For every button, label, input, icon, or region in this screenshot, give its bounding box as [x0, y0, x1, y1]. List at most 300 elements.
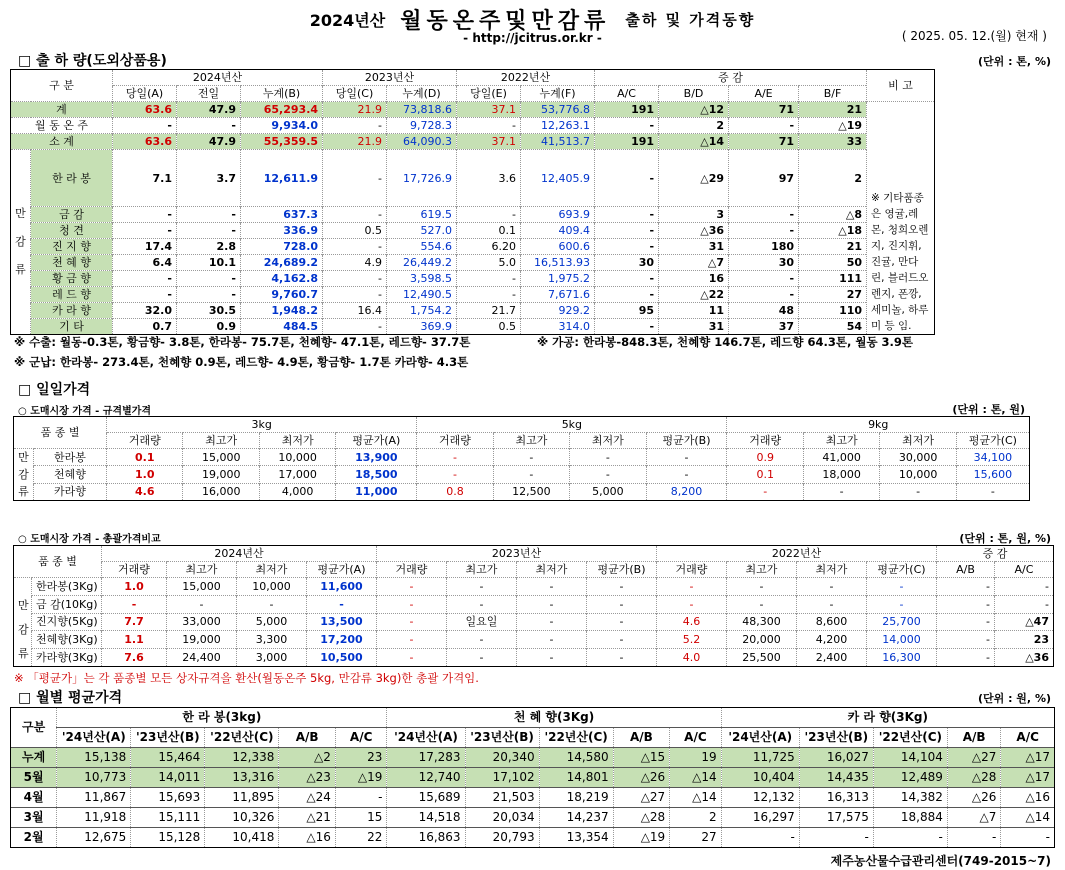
daily-cell: 8,200	[646, 483, 727, 500]
daily-cell: 0.1	[107, 449, 183, 466]
shipment-unit: (단위 : 톤, %)	[977, 55, 1051, 68]
shipment-cell: 63.6	[113, 134, 177, 150]
daily-subtitle: ○ 도매시장 가격 - 규격별가격	[18, 406, 152, 417]
monthly-cell: △28	[613, 808, 670, 828]
monthly-cell: △14	[670, 788, 721, 808]
shipment-cell: -	[595, 239, 659, 255]
daily-cell: -	[803, 483, 879, 500]
title-main: 월동온주및만감류	[400, 9, 611, 34]
group-char: 만	[18, 451, 29, 464]
monthly-section-title: □ 월별 평균가격	[18, 690, 123, 706]
compare-cell: 1.0	[102, 578, 167, 596]
monthly-row	[11, 768, 1055, 788]
compare-cell: 48,300	[727, 613, 797, 631]
monthly-cell: 14,382	[873, 788, 947, 808]
shipment-cell: 6.20	[457, 239, 521, 255]
monthly-cell: 18,219	[539, 788, 613, 808]
shipment-cell: △12	[659, 102, 729, 118]
shipment-cell: 336.9	[241, 223, 323, 239]
compare-cell: 24,400	[167, 649, 237, 667]
daily-cell: 10,000	[259, 449, 335, 466]
shipment-row	[11, 102, 1056, 118]
shipment-cell: -	[457, 118, 521, 134]
shipment-cell: △19	[799, 118, 867, 134]
monthly-cell: 19	[670, 748, 721, 768]
shipment-cell: -	[595, 287, 659, 303]
daily-row	[14, 449, 1030, 466]
daily-cell: -	[646, 466, 727, 483]
compare-cell: 5,000	[237, 613, 307, 631]
row-label: 카라향	[33, 483, 106, 500]
shipment-cell: -	[177, 207, 241, 223]
column-header: 최고가	[803, 433, 879, 449]
shipment-cell: 27	[799, 287, 867, 303]
shipment-cell: 728.0	[241, 239, 323, 255]
monthly-cell: 11,725	[721, 748, 799, 768]
shipment-cell: 73,818.6	[387, 102, 457, 118]
shipment-cell: -	[323, 287, 387, 303]
column-header: 평균가(C)	[867, 562, 937, 578]
monthly-cell: 15,689	[387, 788, 465, 808]
shipment-cell: 47.9	[177, 134, 241, 150]
shipment-cell: 554.6	[387, 239, 457, 255]
shipment-cell: -	[729, 118, 799, 134]
daily-cell: 41,000	[803, 449, 879, 466]
compare-cell: -	[167, 595, 237, 613]
daily-price-table	[13, 416, 1030, 501]
monthly-cell: 12,132	[721, 788, 799, 808]
shipment-cell: 30	[729, 255, 799, 271]
shipment-cell: △7	[659, 255, 729, 271]
shipment-cell: 11	[659, 303, 729, 319]
monthly-cell: 14,518	[387, 808, 465, 828]
shipment-cell: 0.9	[177, 319, 241, 335]
column-header: 누계(B)	[241, 86, 323, 102]
shipment-cell: 0.5	[457, 319, 521, 335]
compare-cell: 2,400	[797, 649, 867, 667]
monthly-cell: 17,102	[465, 768, 539, 788]
row-label: 한 라 봉	[31, 150, 113, 207]
shipment-cell: -	[595, 223, 659, 239]
column-header: 평균가(A)	[336, 433, 417, 449]
compare-cell: 3,000	[237, 649, 307, 667]
shipment-cell: 409.4	[521, 223, 595, 239]
row-label: 진 지 향	[31, 239, 113, 255]
monthly-cell: △19	[335, 768, 386, 788]
row-label: 천혜향	[33, 466, 106, 483]
shipment-cell: 30	[595, 255, 659, 271]
shipment-cell: 527.0	[387, 223, 457, 239]
shipment-cell: -	[595, 207, 659, 223]
monthly-cell: 21,503	[465, 788, 539, 808]
shipment-cell: 1,754.2	[387, 303, 457, 319]
shipment-cell: 314.0	[521, 319, 595, 335]
compare-cell: 4,200	[797, 631, 867, 649]
shipment-cell: -	[457, 207, 521, 223]
column-header: A/C	[335, 728, 386, 748]
col-2023: 2023년산	[377, 546, 657, 562]
compare-cell: -	[937, 595, 995, 613]
shipment-cell: -	[457, 287, 521, 303]
shipment-cell: -	[113, 287, 177, 303]
daily-cell: 1.0	[107, 466, 183, 483]
shipment-cell: -	[323, 319, 387, 335]
row-label: 소 계	[11, 134, 113, 150]
column-header: 최저가	[797, 562, 867, 578]
row-label: 한라봉(3Kg)	[32, 578, 102, 596]
compare-cell: -	[587, 578, 657, 596]
compare-cell: -	[517, 631, 587, 649]
shipment-cell: 12,611.9	[241, 150, 323, 207]
compare-cell: -	[727, 578, 797, 596]
group-label-mandarin	[14, 578, 32, 667]
col-hallabong: 한 라 봉(3kg)	[57, 708, 387, 728]
compare-cell: -	[995, 578, 1054, 596]
monthly-cell: 12,740	[387, 768, 465, 788]
shipment-cell: 37.1	[457, 102, 521, 118]
group-char: 감	[18, 623, 29, 636]
remark-cell: ※ 기타품종은 영귤,레몬, 청희오렌지, 진지휘, 진귤, 만다린, 블러드오렌지, 폰깡,세미놀, 하루미 등 임.	[867, 102, 935, 335]
compare-subtitle: ○ 도매시장 가격 - 총괄가격비교	[18, 534, 161, 545]
shipment-cell: 21	[799, 239, 867, 255]
shipment-cell: 71	[729, 134, 799, 150]
shipment-cell: 16,513.93	[521, 255, 595, 271]
daily-cell: -	[570, 466, 646, 483]
compare-cell: -	[517, 595, 587, 613]
compare-cell: 10,500	[307, 649, 377, 667]
row-label: 누계	[11, 748, 57, 768]
daily-cell: 0.8	[417, 483, 493, 500]
shipment-cell: 4.9	[323, 255, 387, 271]
shipment-cell: 95	[595, 303, 659, 319]
row-label: 5월	[11, 768, 57, 788]
shipment-cell: 47.9	[177, 102, 241, 118]
compare-cell: -	[587, 631, 657, 649]
monthly-cell: 13,316	[205, 768, 279, 788]
shipment-cell: 2.8	[177, 239, 241, 255]
shipment-cell: 693.9	[521, 207, 595, 223]
monthly-cell: △19	[613, 828, 670, 848]
shipment-cell: 0.5	[323, 223, 387, 239]
shipment-cell: 7.1	[113, 150, 177, 207]
shipment-cell: -	[729, 287, 799, 303]
column-header: 최저가	[259, 433, 335, 449]
daily-cell: 0.9	[727, 449, 803, 466]
shipment-cell: 110	[799, 303, 867, 319]
compare-cell: 11,600	[307, 578, 377, 596]
shipment-cell: 4,162.8	[241, 271, 323, 287]
monthly-cell: △17	[1001, 768, 1055, 788]
shipment-cell: 17,726.9	[387, 150, 457, 207]
compare-cell: -	[937, 649, 995, 667]
monthly-cell: 20,340	[465, 748, 539, 768]
monthly-cell: 13,354	[539, 828, 613, 848]
daily-cell: 13,900	[336, 449, 417, 466]
shipment-cell: 21.9	[323, 134, 387, 150]
column-header: 거래량	[657, 562, 727, 578]
compare-cell: -	[307, 595, 377, 613]
row-label: 계	[11, 102, 113, 118]
shipment-cell: -	[323, 271, 387, 287]
daily-cell: 18,000	[803, 466, 879, 483]
column-header: A/C	[670, 728, 721, 748]
compare-cell: △36	[995, 649, 1054, 667]
shipment-cell: -	[729, 223, 799, 239]
row-label: 기 타	[31, 319, 113, 335]
monthly-cell: 16,027	[799, 748, 873, 768]
monthly-cell: △24	[279, 788, 336, 808]
monthly-cell: △27	[613, 788, 670, 808]
monthly-cell: △26	[947, 788, 1000, 808]
compare-cell: -	[377, 595, 447, 613]
shipment-cell: 16	[659, 271, 729, 287]
compare-cell: 15,000	[167, 578, 237, 596]
shipment-cell: 929.2	[521, 303, 595, 319]
daily-cell: 4.6	[107, 483, 183, 500]
row-label: 한라봉	[33, 449, 106, 466]
col-2024: 2024년산	[113, 70, 323, 86]
monthly-cell: 10,404	[721, 768, 799, 788]
shipment-cell: -	[177, 118, 241, 134]
shipment-cell: -	[595, 150, 659, 207]
shipment-cell: -	[177, 287, 241, 303]
shipment-cell: 16.4	[323, 303, 387, 319]
shipment-cell: -	[177, 223, 241, 239]
shipment-cell: 0.7	[113, 319, 177, 335]
monthly-row	[11, 808, 1055, 828]
row-label: 금 감(10Kg)	[32, 595, 102, 613]
shipment-cell: 191	[595, 134, 659, 150]
row-label: 월 동 온 주	[11, 118, 113, 134]
shipment-cell: 6.4	[113, 255, 177, 271]
daily-cell: 34,100	[956, 449, 1029, 466]
shipment-cell: 12,263.1	[521, 118, 595, 134]
column-header: 거래량	[107, 433, 183, 449]
compare-cell: -	[447, 578, 517, 596]
shipment-cell: -	[323, 150, 387, 207]
shipment-cell: 97	[729, 150, 799, 207]
shipment-cell: -	[113, 223, 177, 239]
shipment-cell: 12,490.5	[387, 287, 457, 303]
monthly-cell: -	[335, 788, 386, 808]
column-header: 거래량	[102, 562, 167, 578]
footer-contact: 제주농산물수급관리센터(749-2015~7)	[830, 854, 1051, 868]
monthly-cell: 23	[335, 748, 386, 768]
monthly-cell: 14,011	[131, 768, 205, 788]
daily-cell: -	[493, 466, 569, 483]
monthly-cell: -	[947, 828, 1000, 848]
column-header: '23년산(B)	[131, 728, 205, 748]
shipment-cell: -	[113, 271, 177, 287]
shipment-cell: -	[323, 118, 387, 134]
monthly-cell: △17	[1001, 748, 1055, 768]
compare-row	[14, 613, 1054, 631]
shipment-cell: 21	[799, 102, 867, 118]
shipment-cell: 180	[729, 239, 799, 255]
monthly-cell: 15,464	[131, 748, 205, 768]
shipment-cell: 9,934.0	[241, 118, 323, 134]
group-label-mandarin	[14, 449, 34, 501]
shipment-cell: 637.3	[241, 207, 323, 223]
compare-cell: 3,300	[237, 631, 307, 649]
monthly-cell: 11,895	[205, 788, 279, 808]
column-header: 최저가	[880, 433, 956, 449]
compare-cell: -	[517, 578, 587, 596]
compare-cell: -	[587, 595, 657, 613]
column-header: 최저가	[237, 562, 307, 578]
compare-row	[14, 631, 1054, 649]
processing-note: ※ 가공: 한라봉-848.3톤, 천혜향 146.7톤, 레드향 64.3톤, 월동 3.9톤	[537, 335, 914, 349]
shipment-cell: 484.5	[241, 319, 323, 335]
shipment-cell: △8	[799, 207, 867, 223]
shipment-cell: -	[323, 239, 387, 255]
shipment-cell: 369.9	[387, 319, 457, 335]
compare-cell: -	[867, 595, 937, 613]
compare-cell: -	[727, 595, 797, 613]
monthly-cell: 15	[335, 808, 386, 828]
shipment-cell: 0.1	[457, 223, 521, 239]
column-header: 평균가(B)	[587, 562, 657, 578]
monthly-cell: 12,489	[873, 768, 947, 788]
row-label: 금 감	[31, 207, 113, 223]
col-kind: 품 종 별	[14, 417, 107, 449]
monthly-cell: △23	[279, 768, 336, 788]
daily-cell: -	[956, 483, 1029, 500]
overall-price-table	[13, 545, 1054, 667]
monthly-cell: 14,237	[539, 808, 613, 828]
compare-cell: -	[447, 649, 517, 667]
compare-cell: 10,000	[237, 578, 307, 596]
shipment-cell: 9,760.7	[241, 287, 323, 303]
monthly-cell: 11,867	[57, 788, 131, 808]
compare-cell: -	[937, 613, 995, 631]
compare-cell: 20,000	[727, 631, 797, 649]
compare-cell: -	[377, 631, 447, 649]
monthly-cell: △21	[279, 808, 336, 828]
daily-cell: -	[570, 449, 646, 466]
daily-cell: 16,000	[183, 483, 259, 500]
average-price-note: ※ 「평균가」는 각 품종별 모든 상자규격을 환산(월동온주 5kg, 만감류 3kg)한 총괄 가격임.	[14, 671, 479, 685]
row-label: 카라향(3Kg)	[32, 649, 102, 667]
shipment-cell: 7,671.6	[521, 287, 595, 303]
compare-cell: -	[937, 631, 995, 649]
column-header: '23년산(B)	[799, 728, 873, 748]
compare-cell: △47	[995, 613, 1054, 631]
column-header: '24년산(A)	[387, 728, 465, 748]
compare-row	[14, 595, 1054, 613]
compare-cell: 4.6	[657, 613, 727, 631]
shipment-cell: -	[595, 271, 659, 287]
shipment-cell: 65,293.4	[241, 102, 323, 118]
group-char: 만	[18, 599, 29, 612]
compare-cell: -	[657, 595, 727, 613]
column-header: 최고가	[167, 562, 237, 578]
shipment-cell: 111	[799, 271, 867, 287]
compare-cell: 25,500	[727, 649, 797, 667]
column-header: A/C	[595, 86, 659, 102]
monthly-cell: 27	[670, 828, 721, 848]
title-tail: 출하 및 가격동향	[625, 11, 756, 29]
column-header: B/F	[799, 86, 867, 102]
col-3kg: 3kg	[107, 417, 417, 433]
column-header: 거래량	[417, 433, 493, 449]
col-change: 증 감	[595, 70, 867, 86]
column-header: 평균가(C)	[956, 433, 1029, 449]
monthly-cell: △27	[947, 748, 1000, 768]
col-9kg: 9kg	[727, 417, 1030, 433]
monthly-cell: -	[721, 828, 799, 848]
compare-cell: 19,000	[167, 631, 237, 649]
monthly-cell: 12,338	[205, 748, 279, 768]
column-header: 누계(F)	[521, 86, 595, 102]
compare-cell: -	[517, 649, 587, 667]
daily-cell: 5,000	[570, 483, 646, 500]
row-label: 카 라 향	[31, 303, 113, 319]
daily-cell: 17,000	[259, 466, 335, 483]
site-url[interactable]: - http://jcitrus.or.kr -	[463, 31, 602, 45]
column-header: 거래량	[727, 433, 803, 449]
compare-cell: 25,700	[867, 613, 937, 631]
column-header: '22년산(C)	[205, 728, 279, 748]
shipment-cell: 3.7	[177, 150, 241, 207]
daily-cell: 15,000	[183, 449, 259, 466]
column-header: 최고가	[447, 562, 517, 578]
shipment-cell: -	[595, 319, 659, 335]
monthly-cell: 20,793	[465, 828, 539, 848]
column-header: '24년산(A)	[721, 728, 799, 748]
shipment-cell: -	[113, 207, 177, 223]
shipment-cell: △29	[659, 150, 729, 207]
shipment-cell: 21.9	[323, 102, 387, 118]
column-header: 최저가	[570, 433, 646, 449]
monthly-cell: 14,580	[539, 748, 613, 768]
shipment-cell: 619.5	[387, 207, 457, 223]
daily-cell: 0.1	[727, 466, 803, 483]
shipment-cell: △18	[799, 223, 867, 239]
daily-row	[14, 466, 1030, 483]
row-label: 진지향(5Kg)	[32, 613, 102, 631]
monthly-price-table	[10, 707, 1055, 848]
shipment-cell: 21.7	[457, 303, 521, 319]
daily-cell: -	[493, 449, 569, 466]
compare-cell: -	[867, 578, 937, 596]
monthly-cell: 14,435	[799, 768, 873, 788]
shipment-cell: 5.0	[457, 255, 521, 271]
monthly-cell: 10,418	[205, 828, 279, 848]
daily-row	[14, 483, 1030, 500]
row-label: 황 금 향	[31, 271, 113, 287]
shipment-cell: 37	[729, 319, 799, 335]
col-karahyang: 카 라 향(3Kg)	[721, 708, 1054, 728]
column-header: '23년산(B)	[465, 728, 539, 748]
daily-cell: -	[417, 466, 493, 483]
compare-cell: -	[377, 613, 447, 631]
compare-row	[14, 578, 1054, 596]
column-header: 전일	[177, 86, 241, 102]
daily-cell: -	[646, 449, 727, 466]
col-kind: 품 종 별	[14, 546, 102, 578]
shipment-cell: -	[729, 207, 799, 223]
shipment-cell: △36	[659, 223, 729, 239]
row-label: 3월	[11, 808, 57, 828]
column-header: '22년산(C)	[539, 728, 613, 748]
monthly-cell: 11,918	[57, 808, 131, 828]
col-division: 구 분	[11, 70, 113, 102]
shipment-cell: -	[113, 118, 177, 134]
col-2024: 2024년산	[102, 546, 377, 562]
col-note: 비 고	[867, 70, 935, 102]
group-char: 류	[15, 263, 26, 276]
